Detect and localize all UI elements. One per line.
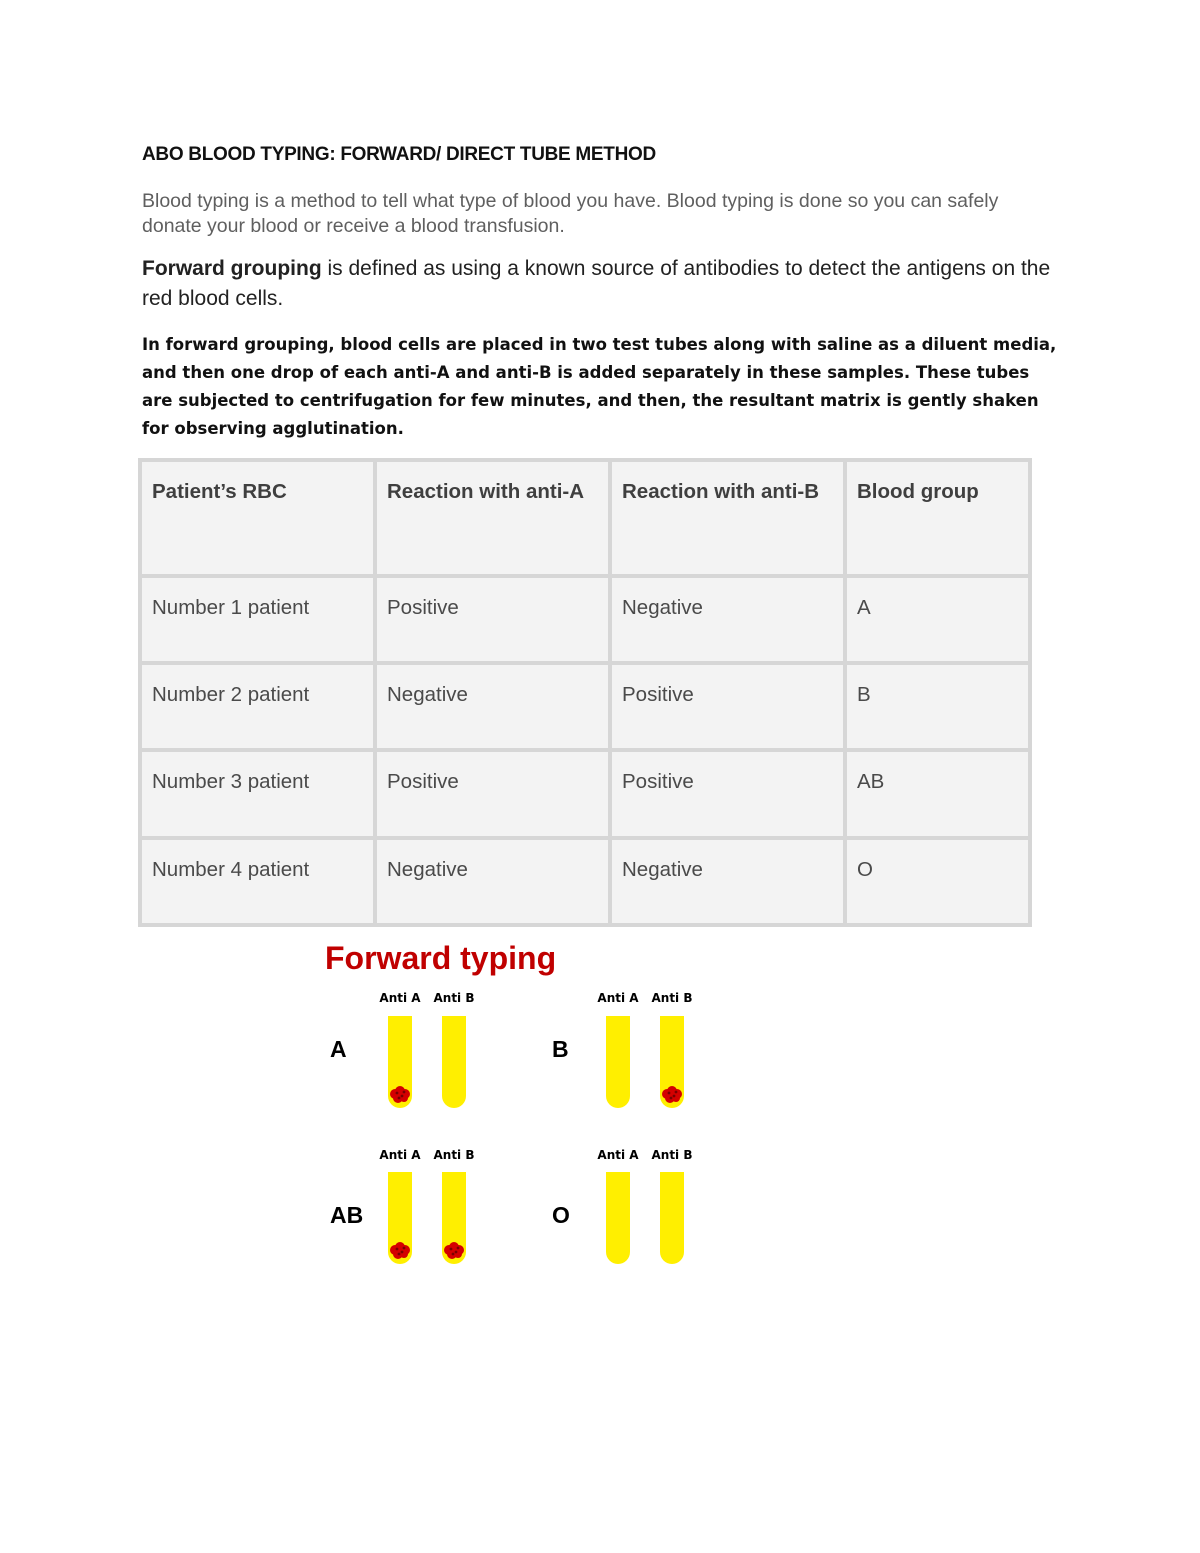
agglutinate-speck xyxy=(403,1247,406,1250)
cell-blood-group: O xyxy=(847,840,1028,923)
header-patient-rbc: Patient’s RBC xyxy=(142,462,373,574)
group-label-b: B xyxy=(552,1036,569,1062)
table-row xyxy=(142,752,1028,835)
cell-patient: Number 4 patient xyxy=(142,840,373,923)
page-heading: ABO BLOOD TYPING: FORWARD/ DIRECT TUBE METHOD xyxy=(142,144,656,165)
table-row xyxy=(142,840,1028,923)
agglutinate-speck xyxy=(398,1097,401,1100)
procedure-paragraph: In forward grouping, blood cells are placed in two test tubes along with saline as a diluent media, and then one drop of each anti-A and anti-B is added separately in these samples. These tubes are subjected to centrifugation for few minutes, and then, the resultant matrix is gently shaken for observing agglutination. xyxy=(142,335,1057,438)
tube-label: Anti A xyxy=(379,991,421,1005)
agglutinate-speck xyxy=(668,1092,671,1095)
agglutinate-speck xyxy=(452,1253,455,1256)
agglutinate-speck xyxy=(673,1095,676,1098)
forward-grouping-term: Forward grouping xyxy=(142,257,322,280)
agglutinate-speck xyxy=(396,1248,399,1251)
anti-b-tube xyxy=(660,1172,684,1264)
header-reaction-anti-b: Reaction with anti-B xyxy=(612,462,843,574)
cell-blood-group: AB xyxy=(847,752,1028,835)
cell-anti-b: Positive xyxy=(612,752,843,835)
cell-anti-b: Negative xyxy=(612,840,843,923)
cell-patient: Number 1 patient xyxy=(142,578,373,661)
agglutinate-speck xyxy=(398,1253,401,1256)
tube-label: Anti B xyxy=(651,991,693,1005)
table-row xyxy=(142,578,1028,661)
cell-patient: Number 2 patient xyxy=(142,665,373,748)
intro-paragraph: Blood typing is a method to tell what type of blood you have. Blood typing is done so you can safely donate your blood or receive a blood transfusion. xyxy=(142,190,999,237)
forward-typing-diagram xyxy=(300,930,740,1275)
forward-grouping-definition-text: is defined as using a known source of antibodies to detect the antigens on the red blood cells. xyxy=(142,257,1051,310)
cell-anti-a: Positive xyxy=(377,752,608,835)
agglutinate-speck xyxy=(396,1092,399,1095)
group-label-a: A xyxy=(330,1036,347,1062)
agglutinate-speck xyxy=(450,1248,453,1251)
header-blood-group: Blood group xyxy=(847,462,1028,574)
agglutinate-speck xyxy=(675,1091,678,1094)
tube-label: Anti A xyxy=(597,991,639,1005)
blood-group-table xyxy=(138,458,1032,927)
tube-label: Anti B xyxy=(433,1148,475,1162)
group-label-ab: AB xyxy=(330,1202,364,1228)
header-reaction-anti-a: Reaction with anti-A xyxy=(377,462,608,574)
table-header-row xyxy=(142,462,1028,574)
cell-anti-a: Negative xyxy=(377,840,608,923)
forward-typing-figure xyxy=(300,930,740,1275)
table-row xyxy=(142,665,1028,748)
anti-a-tube xyxy=(606,1016,630,1108)
anti-a-tube xyxy=(606,1172,630,1264)
cell-blood-group: B xyxy=(847,665,1028,748)
tube-label: Anti A xyxy=(379,1148,421,1162)
tube-label: Anti A xyxy=(597,1148,639,1162)
cell-patient: Number 3 patient xyxy=(142,752,373,835)
anti-b-tube xyxy=(442,1016,466,1108)
cell-anti-b: Positive xyxy=(612,665,843,748)
tube-label: Anti B xyxy=(651,1148,693,1162)
figure-title: Forward typing xyxy=(325,940,557,976)
agglutinate-speck xyxy=(457,1247,460,1250)
forward-grouping-definition xyxy=(142,254,1062,314)
agglutinate-speck xyxy=(403,1091,406,1094)
cell-blood-group: A xyxy=(847,578,1028,661)
tube-label: Anti B xyxy=(433,991,475,1005)
agglutinate-speck xyxy=(401,1095,404,1098)
cell-anti-a: Positive xyxy=(377,578,608,661)
cell-anti-a: Negative xyxy=(377,665,608,748)
agglutinate-speck xyxy=(401,1251,404,1254)
cell-anti-b: Negative xyxy=(612,578,843,661)
agglutinate-speck xyxy=(670,1097,673,1100)
group-label-o: O xyxy=(552,1202,570,1228)
agglutinate-speck xyxy=(455,1251,458,1254)
